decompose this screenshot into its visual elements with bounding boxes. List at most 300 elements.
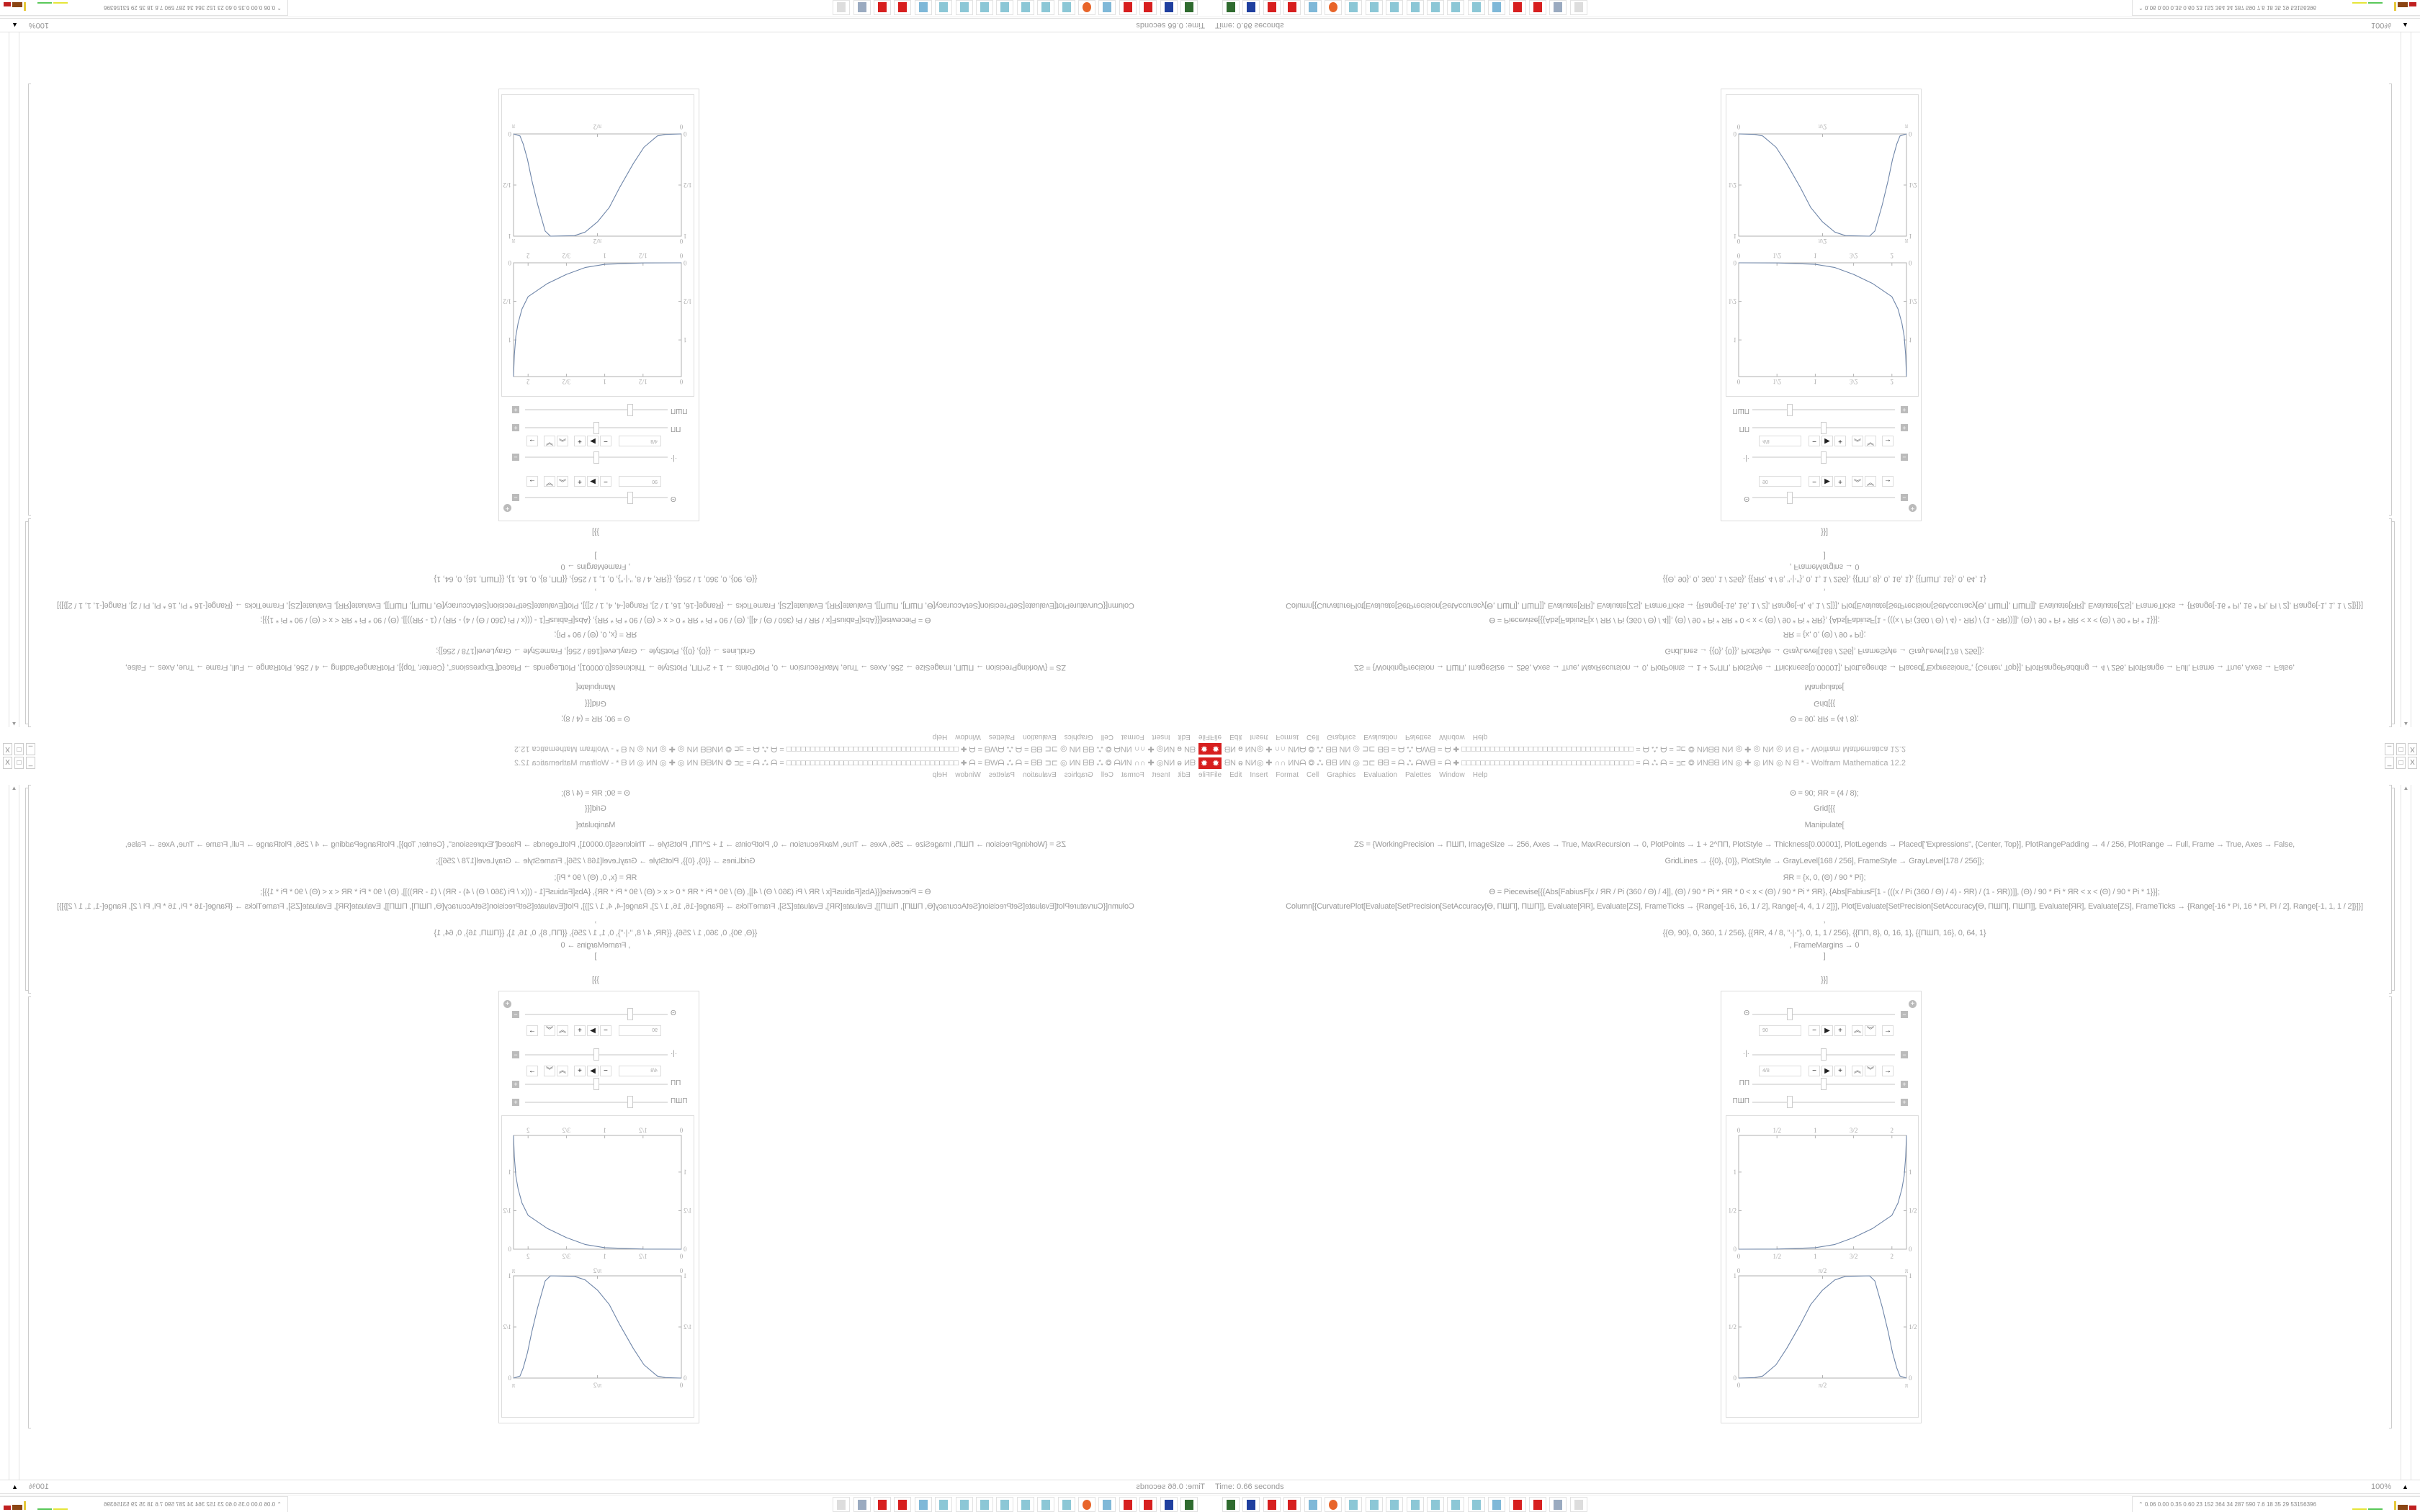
menu-evaluation[interactable]: Evaluation [1363,733,1397,741]
play-button[interactable]: ▶ [1821,436,1833,446]
code-line[interactable]: GridLines → {{0}, {0}}, PlotStyle → GrayLevel[168 / 256], FrameStyle → GrayLevel[178 / 256]}; [436,647,756,655]
collapse-controls-icon[interactable]: − [512,454,519,461]
code-line[interactable]: ZS = {WorkingPrecision → ПШП, ImageSize → 256, Axes → True, MaxRecursion → 0, PlotPoints → 1 + 2^ПП, PlotStyle → Thickness[0.00001], PlotLegends → Placed["Expressions", {Center, Top}], PlotRangePadding → 4 / 256, PlotRange → Full, Frame → True, Axes → False, [1354,663,2295,672]
collapse-controls-icon[interactable]: − [1901,1011,1908,1018]
value-input[interactable]: 4/8 [619,436,661,446]
expand-controls-icon[interactable]: + [512,1099,519,1106]
menu-window[interactable]: Window [955,733,981,741]
slider-thumb[interactable] [628,1008,634,1020]
slider-thumb[interactable] [593,1048,599,1061]
plus-button[interactable]: + [1834,1066,1846,1076]
menu-window[interactable]: Window [1439,733,1465,741]
code-line[interactable]: Grid[{{ [585,699,606,708]
faster-button[interactable]: ︽ [1852,436,1863,446]
taskbar-button[interactable] [1139,1497,1157,1512]
taskbar-button[interactable] [935,1497,952,1512]
taskbar-button[interactable] [1017,0,1034,15]
taskbar-button[interactable] [1263,1497,1281,1512]
taskbar-button[interactable] [1098,1497,1116,1512]
menu-insert[interactable]: Insert [1152,771,1170,779]
plus-button[interactable]: + [1834,476,1846,487]
cell-bracket[interactable] [28,518,31,727]
play-button[interactable]: ▶ [587,436,599,446]
code-line[interactable]: Manipulate[ [575,821,616,829]
cell-bracket-inner[interactable] [25,521,28,724]
code-line[interactable]: Ө = Piecewise[{{Abs[FabiusF[x / ЯR / Pi (360 / Θ) / 4]], (Θ) / 90 * Pi * ЯR * 0 < x < (Θ) / 90 * Pi * ЯR}, {Abs[FabiusF[1 - (((x / Pi (360 / Θ) / 4) - ЯR) / (1 - ЯR))]], (Θ) / 90 * Pi * ЯR < x < (Θ) / 90 * Pi * 1}}]; [1489,888,2160,896]
slider-thumb[interactable] [1821,1048,1827,1061]
code-line[interactable]: }}] [1821,528,1828,536]
maximize-button[interactable]: □ [14,757,24,769]
menu-help[interactable]: Help [1472,733,1488,741]
menu-evaluation[interactable]: Evaluation [1363,771,1397,779]
slider-thumb[interactable] [1821,1078,1827,1090]
code-line[interactable]: }}] [592,976,599,984]
code-line[interactable]: Manipulate[ [575,683,616,691]
taskbar-button[interactable] [996,0,1013,15]
play-button[interactable]: ▶ [587,1066,599,1076]
slider-track[interactable] [525,1102,668,1103]
scroll-up-arrow-icon[interactable]: ▲ [2403,785,2409,791]
code-line[interactable]: , [1823,588,1826,596]
slider-thumb[interactable] [1787,404,1793,416]
value-input[interactable]: 90 [1759,1025,1801,1036]
expand-controls-icon[interactable]: + [512,424,519,431]
add-options-icon[interactable]: + [503,1000,511,1008]
menu-cell[interactable]: Cell [1101,771,1113,779]
taskbar-button[interactable] [1366,0,1383,15]
slider-track[interactable] [525,497,668,498]
code-line[interactable]: ЯR = {x, 0, (Θ) / 90 * Pi}; [554,630,637,639]
collapse-controls-icon[interactable]: − [512,494,519,501]
slider-thumb[interactable] [1787,492,1793,504]
taskbar-button[interactable] [1078,1497,1095,1512]
scroll-up-arrow-icon[interactable]: ▲ [11,721,17,727]
taskbar-button[interactable] [1037,0,1054,15]
value-input[interactable]: 90 [619,476,661,487]
scroll-up-arrow-icon[interactable]: ▲ [2403,721,2409,727]
output-cell-bracket[interactable] [2389,996,2392,1428]
menu-format[interactable]: Format [1276,771,1299,779]
taskbar-button[interactable] [1509,0,1526,15]
taskbar-button[interactable] [1325,1497,1342,1512]
code-line[interactable]: ] [1823,552,1826,560]
code-line[interactable]: ] [594,552,597,560]
code-line[interactable]: , FrameMargins → 0 [1789,941,1860,950]
faster-button[interactable]: ︽ [557,1025,568,1036]
cell-bracket[interactable] [28,785,31,994]
faster-button[interactable]: ︽ [1852,1025,1863,1036]
direction-button[interactable]: → [526,476,538,487]
minus-button[interactable]: − [1809,476,1820,487]
zoom-level[interactable]: 100% [28,21,49,30]
taskbar-button[interactable] [1447,0,1464,15]
zoom-level[interactable]: 100% [2371,1482,2392,1491]
vertical-scrollbar[interactable] [9,32,19,727]
add-options-icon[interactable]: + [1909,1000,1917,1008]
taskbar-button[interactable] [1037,1497,1054,1512]
taskbar-button[interactable] [976,1497,993,1512]
value-input[interactable]: 90 [1759,476,1801,487]
menu-format[interactable]: Format [1121,771,1144,779]
menu-insert[interactable]: Insert [1152,733,1170,741]
minus-button[interactable]: − [1809,436,1820,446]
taskbar-button[interactable] [1529,0,1546,15]
value-input[interactable]: 90 [619,1025,661,1036]
taskbar-button[interactable] [1549,1497,1567,1512]
code-line[interactable]: Grid[{{ [1814,699,1835,708]
taskbar-button[interactable] [1160,1497,1178,1512]
taskbar-button[interactable] [1386,0,1403,15]
menu-format[interactable]: Format [1121,733,1144,741]
direction-button[interactable]: → [526,1025,538,1036]
taskbar-button[interactable] [915,0,932,15]
code-line[interactable]: , FrameMargins → 0 [1789,562,1860,571]
taskbar-button[interactable] [894,0,911,15]
menu-help[interactable]: Help [932,771,948,779]
slider-thumb[interactable] [628,404,634,416]
expand-controls-icon[interactable]: + [512,1081,519,1088]
play-button[interactable]: ▶ [1821,476,1833,487]
code-line[interactable]: ZS = {WorkingPrecision → ПШП, ImageSize → 256, Axes → True, MaxRecursion → 0, PlotPoints → 1 + 2^ПП, PlotStyle → Thickness[0.00001], PlotLegends → Placed["Expressions", {Center, Top}], PlotRangePadding → 4 / 256, PlotRange → Full, Frame → True, Axes → False, [125,840,1066,849]
slider-track[interactable] [1752,427,1895,428]
maximize-button[interactable]: □ [2396,757,2406,769]
collapse-controls-icon[interactable]: − [1901,454,1908,461]
slider-thumb[interactable] [593,451,599,464]
direction-button[interactable]: → [1882,1025,1894,1036]
taskbar-button[interactable] [1488,1497,1505,1512]
code-line[interactable]: ЯR = {x, 0, (Θ) / 90 * Pi}; [554,873,637,882]
slider-thumb[interactable] [1821,422,1827,434]
taskbar-button[interactable] [1427,1497,1444,1512]
taskbar-button[interactable] [915,1497,932,1512]
taskbar-button[interactable] [853,1497,871,1512]
taskbar-button[interactable] [1058,0,1075,15]
minimize-button[interactable]: _ [2385,743,2394,755]
menu-graphics[interactable]: Graphics [1327,733,1356,741]
output-cell-bracket[interactable] [28,996,31,1428]
slower-button[interactable]: ︾ [1865,1066,1876,1076]
menu-help[interactable]: Help [932,733,948,741]
faster-button[interactable]: ︽ [557,1066,568,1076]
expand-controls-icon[interactable]: + [512,406,519,413]
taskbar-button[interactable] [1119,0,1137,15]
taskbar-button[interactable] [874,1497,891,1512]
zoom-menu-arrow-icon[interactable]: ▲ [12,1483,18,1490]
code-line[interactable]: , [594,588,597,596]
code-line[interactable]: GridLines → {{0}, {0}}, PlotStyle → GrayLevel[168 / 256], FrameStyle → GrayLevel[178 / 256]}; [1664,857,1984,865]
faster-button[interactable]: ︽ [557,436,568,446]
taskbar-button[interactable] [1325,0,1342,15]
menu-edit[interactable]: Edit [1178,771,1191,779]
expand-controls-icon[interactable]: + [1901,406,1908,413]
slider-track[interactable] [525,427,668,428]
slower-button[interactable]: ︾ [1865,476,1876,487]
code-line[interactable]: }}] [592,528,599,536]
taskbar-button[interactable] [956,1497,973,1512]
code-line[interactable]: GridLines → {{0}, {0}}, PlotStyle → GrayLevel[168 / 256], FrameStyle → GrayLevel[178 / 256]}; [1664,647,1984,655]
menu-palettes[interactable]: Palettes [988,733,1015,741]
expand-controls-icon[interactable]: + [1901,424,1908,431]
zoom-menu-arrow-icon[interactable]: ▲ [2402,22,2408,29]
taskbar-button[interactable] [976,0,993,15]
play-button[interactable]: ▶ [1821,1025,1833,1036]
menu-edit[interactable]: Edit [1229,733,1242,741]
slower-button[interactable]: ︾ [1865,1025,1876,1036]
menu-graphics[interactable]: Graphics [1327,771,1356,779]
close-button[interactable]: X [2408,743,2417,755]
vertical-scrollbar[interactable] [2401,785,2411,1480]
taskbar-button[interactable] [1570,0,1587,15]
close-button[interactable]: X [3,743,12,755]
minus-button[interactable]: − [600,1066,611,1076]
value-input[interactable]: 4/8 [1759,1066,1801,1076]
expand-controls-icon[interactable]: + [1901,1081,1908,1088]
taskbar-button[interactable] [1242,0,1260,15]
menu-format[interactable]: Format [1276,733,1299,741]
plus-button[interactable]: + [1834,436,1846,446]
maximize-button[interactable]: □ [2396,743,2406,755]
plus-button[interactable]: + [574,436,586,446]
vertical-scrollbar[interactable] [2401,32,2411,727]
plus-button[interactable]: + [574,1025,586,1036]
slider-track[interactable] [1752,1084,1895,1085]
code-line[interactable]: }}] [1821,976,1828,984]
code-line[interactable]: ZS = {WorkingPrecision → ПШП, ImageSize → 256, Axes → True, MaxRecursion → 0, PlotPoints → 1 + 2^ПП, PlotStyle → Thickness[0.00001], PlotLegends → Placed["Expressions", {Center, Top}], PlotRangePadding → 4 / 256, PlotRange → Full, Frame → True, Axes → False, [1354,840,2295,849]
play-button[interactable]: ▶ [587,1025,599,1036]
slider-track[interactable] [525,1054,668,1056]
slider-track[interactable] [1752,1054,1895,1056]
code-line[interactable]: Ө = Piecewise[{{Abs[FabiusF[x / ЯR / Pi (360 / Θ) / 4]], (Θ) / 90 * Pi * ЯR * 0 < x < (Θ) / 90 * Pi * ЯR}, {Abs[FabiusF[1 - (((x / Pi (360 / Θ) / 4) - ЯR) / (1 - ЯR))]], (Θ) / 90 * Pi * ЯR < x < (Θ) / 90 * Pi * 1}}]; [260,616,931,624]
scroll-up-arrow-icon[interactable]: ▲ [11,785,17,791]
taskbar-button[interactable] [1139,0,1157,15]
code-line[interactable]: ] [1823,952,1826,960]
menu-cell[interactable]: Cell [1307,771,1319,779]
expand-controls-icon[interactable]: + [1901,1099,1908,1106]
menu-file[interactable]: File [1198,771,1210,779]
taskbar-button[interactable] [1098,0,1116,15]
menu-cell[interactable]: Cell [1101,733,1113,741]
menu-graphics[interactable]: Graphics [1064,771,1093,779]
slower-button[interactable]: ︾ [1865,436,1876,446]
code-line[interactable]: Column[{CurvaturePlot[Evaluate[SetPrecision[SetAccuracy[Ө, ПШП], ПШП]], Evaluate[ЯR], Evaluate[ZS], FrameTicks → {Range[-16, 16, 1 / 2], Range[-4, 4, 1 / 2]}], Plot[Evaluate[SetPrecision[SetAccuracy[Ө, ПШП], ПШП]], Evaluate[ЯR], Evaluate[ZS], FrameTicks → {Range[-16 * Pi, 16 * Pi, Pi / 2], Range[-1, 1, 1 / 2]}]}] [57,601,1134,610]
faster-button[interactable]: ︽ [557,476,568,487]
minimize-button[interactable]: _ [2385,757,2394,769]
menu-palettes[interactable]: Palettes [988,771,1015,779]
taskbar-button[interactable] [1345,1497,1362,1512]
taskbar-button[interactable] [1180,0,1198,15]
collapse-controls-icon[interactable]: − [1901,1051,1908,1058]
close-button[interactable]: X [3,757,12,769]
code-line[interactable]: ЯR = {x, 0, (Θ) / 90 * Pi}; [1783,873,1866,882]
taskbar-button[interactable] [1570,1497,1587,1512]
menu-edit[interactable]: Edit [1178,733,1191,741]
taskbar-button[interactable] [1488,0,1505,15]
taskbar-button[interactable] [1509,1497,1526,1512]
slider-track[interactable] [525,456,668,458]
close-button[interactable]: X [2408,757,2417,769]
taskbar-button[interactable] [1407,1497,1424,1512]
menu-file[interactable]: File [1210,771,1222,779]
code-line[interactable]: , FrameMargins → 0 [560,941,631,950]
minus-button[interactable]: − [600,1025,611,1036]
taskbar-button[interactable] [1263,0,1281,15]
slider-thumb[interactable] [1821,451,1827,464]
play-button[interactable]: ▶ [587,476,599,487]
menu-palettes[interactable]: Palettes [1405,733,1432,741]
add-options-icon[interactable]: + [503,504,511,512]
minus-button[interactable]: − [600,436,611,446]
taskbar-button[interactable] [996,1497,1013,1512]
taskbar-button[interactable] [956,0,973,15]
taskbar-button[interactable] [1304,0,1322,15]
minus-button[interactable]: − [1809,1025,1820,1036]
slider-track[interactable] [1752,456,1895,458]
taskbar-button[interactable] [874,0,891,15]
code-line[interactable]: Manipulate[ [1804,683,1845,691]
slider-thumb[interactable] [593,422,599,434]
taskbar-button[interactable] [894,1497,911,1512]
code-line[interactable]: {{Θ, 90}, 0, 360, 1 / 256}, {{ЯR, 4 / 8, "·|·"}, 0, 1, 1 / 256}, {{ПП, 8}, 0, 16, 1}, {{ПШП, 16}, 0, 64, 1} [1662,575,1986,583]
taskbar-button[interactable] [1180,1497,1198,1512]
code-line[interactable]: {{Θ, 90}, 0, 360, 1 / 256}, {{ЯR, 4 / 8, "·|·"}, 0, 1, 1 / 256}, {{ПП, 8}, 0, 16, 1}, {{ПШП, 16}, 0, 64, 1} [434,575,758,583]
minus-button[interactable]: − [1809,1066,1820,1076]
menu-window[interactable]: Window [955,771,981,779]
code-line[interactable]: Manipulate[ [1804,821,1845,829]
output-cell-bracket[interactable] [28,84,31,516]
taskbar-button[interactable] [1468,0,1485,15]
slower-button[interactable]: ︾ [544,476,555,487]
menu-file[interactable]: File [1198,733,1210,741]
faster-button[interactable]: ︽ [1852,1066,1863,1076]
vertical-scrollbar[interactable] [9,785,19,1480]
slower-button[interactable]: ︾ [544,1066,555,1076]
code-line[interactable]: Θ = 90; ЯR = (4 / 8); [1790,789,1859,798]
slider-thumb[interactable] [1787,1096,1793,1108]
slider-track[interactable] [1752,1014,1895,1015]
taskbar-button[interactable] [1549,0,1567,15]
cell-bracket-inner[interactable] [25,788,28,991]
slider-track[interactable] [1752,409,1895,410]
menu-window[interactable]: Window [1439,771,1465,779]
direction-button[interactable]: → [1882,436,1894,446]
taskbar-button[interactable] [1058,1497,1075,1512]
code-line[interactable]: Θ = 90; ЯR = (4 / 8); [1790,714,1859,723]
taskbar-button[interactable] [1427,0,1444,15]
taskbar-button[interactable] [1017,1497,1034,1512]
slider-track[interactable] [525,1014,668,1015]
taskbar-button[interactable] [1468,1497,1485,1512]
taskbar-button[interactable] [1366,1497,1383,1512]
slider-thumb[interactable] [628,492,634,504]
slider-thumb[interactable] [1787,1008,1793,1020]
plus-button[interactable]: + [574,476,586,487]
maximize-button[interactable]: □ [14,743,24,755]
menu-graphics[interactable]: Graphics [1064,733,1093,741]
value-input[interactable]: 4/8 [619,1066,661,1076]
collapse-controls-icon[interactable]: − [1901,494,1908,501]
code-line[interactable]: {{Θ, 90}, 0, 360, 1 / 256}, {{ЯR, 4 / 8, "·|·"}, 0, 1, 1 / 256}, {{ПП, 8}, 0, 16, 1}, {{ПШП, 16}, 0, 64, 1} [434,929,758,937]
slider-track[interactable] [525,409,668,410]
menu-help[interactable]: Help [1472,771,1488,779]
code-line[interactable]: Column[{CurvaturePlot[Evaluate[SetPrecision[SetAccuracy[Ө, ПШП], ПШП]], Evaluate[ЯR], Evaluate[ZS], FrameTicks → {Range[-16, 16, 1 / 2], Range[-4, 4, 1 / 2]}], Plot[Evaluate[SetPrecision[SetAccuracy[Ө, ПШП], ПШП]], Evaluate[ЯR], Evaluate[ZS], FrameTicks → {Range[-16 * Pi, 16 * Pi, Pi / 2], Range[-1, 1, 1 / 2]}]}] [1286,601,2363,610]
code-line[interactable]: Column[{CurvaturePlot[Evaluate[SetPrecision[SetAccuracy[Ө, ПШП], ПШП]], Evaluate[ЯR], Evaluate[ZS], FrameTicks → {Range[-16, 16, 1 / 2], Range[-4, 4, 1 / 2]}], Plot[Evaluate[SetPrecision[SetAccuracy[Ө, ПШП], ПШП]], Evaluate[ЯR], Evaluate[ZS], FrameTicks → {Range[-16 * Pi, 16 * Pi, Pi / 2], Range[-1, 1, 1 / 2]}]}] [1286,902,2363,911]
menu-insert[interactable]: Insert [1250,733,1268,741]
menu-palettes[interactable]: Palettes [1405,771,1432,779]
minimize-button[interactable]: _ [26,757,35,769]
taskbar-button[interactable] [1386,1497,1403,1512]
minus-button[interactable]: − [600,476,611,487]
minimize-button[interactable]: _ [26,743,35,755]
taskbar-button[interactable] [1529,1497,1546,1512]
menu-edit[interactable]: Edit [1229,771,1242,779]
plus-button[interactable]: + [1834,1025,1846,1036]
output-cell-bracket[interactable] [2389,84,2392,516]
code-line[interactable]: , [1823,916,1826,924]
zoom-level[interactable]: 100% [28,1482,49,1491]
zoom-menu-arrow-icon[interactable]: ▲ [2402,1483,2408,1490]
slider-track[interactable] [1752,497,1895,498]
code-line[interactable]: ] [594,952,597,960]
code-line[interactable]: Ө = Piecewise[{{Abs[FabiusF[x / ЯR / Pi (360 / Θ) / 4]], (Θ) / 90 * Pi * ЯR * 0 < x < (Θ) / 90 * Pi * ЯR}, {Abs[FabiusF[1 - (((x / Pi (360 / Θ) / 4) - ЯR) / (1 - ЯR))]], (Θ) / 90 * Pi * ЯR < x < (Θ) / 90 * Pi * 1}}]; [260,888,931,896]
code-line[interactable]: Θ = 90; ЯR = (4 / 8); [561,714,630,723]
code-line[interactable]: ЯR = {x, 0, (Θ) / 90 * Pi}; [1783,630,1866,639]
taskbar-button[interactable] [1345,0,1362,15]
zoom-menu-arrow-icon[interactable]: ▲ [12,22,18,29]
direction-button[interactable]: → [1882,1066,1894,1076]
menu-evaluation[interactable]: Evaluation [1023,733,1057,741]
code-line[interactable]: ZS = {WorkingPrecision → ПШП, ImageSize → 256, Axes → True, MaxRecursion → 0, PlotPoints → 1 + 2^ПП, PlotStyle → Thickness[0.00001], PlotLegends → Placed["Expressions", {Center, Top}], PlotRangePadding → 4 / 256, PlotRange → Full, Frame → True, Axes → False, [125,663,1066,672]
code-line[interactable]: {{Θ, 90}, 0, 360, 1 / 256}, {{ЯR, 4 / 8, "·|·"}, 0, 1, 1 / 256}, {{ПП, 8}, 0, 16, 1}, {{ПШП, 16}, 0, 64, 1} [1662,929,1986,937]
faster-button[interactable]: ︽ [1852,476,1863,487]
direction-button[interactable]: → [526,436,538,446]
slider-track[interactable] [1752,1102,1895,1103]
code-line[interactable]: , [594,916,597,924]
taskbar-button[interactable] [1078,0,1095,15]
cell-bracket-inner[interactable] [2392,521,2395,724]
menu-file[interactable]: File [1210,733,1222,741]
taskbar-button[interactable] [1242,1497,1260,1512]
code-line[interactable]: GridLines → {{0}, {0}}, PlotStyle → GrayLevel[168 / 256], FrameStyle → GrayLevel[178 / 256]}; [436,857,756,865]
slower-button[interactable]: ︾ [544,1025,555,1036]
menu-cell[interactable]: Cell [1307,733,1319,741]
direction-button[interactable]: → [526,1066,538,1076]
slider-thumb[interactable] [628,1096,634,1108]
taskbar-button[interactable] [1222,1497,1240,1512]
code-line[interactable]: Ө = Piecewise[{{Abs[FabiusF[x / ЯR / Pi (360 / Θ) / 4]], (Θ) / 90 * Pi * ЯR * 0 < x < (Θ) / 90 * Pi * ЯR}, {Abs[FabiusF[1 - (((x / Pi (360 / Θ) / 4) - ЯR) / (1 - ЯR))]], (Θ) / 90 * Pi * ЯR < x < (Θ) / 90 * Pi * 1}}]; [1489,616,2160,624]
slider-track[interactable] [525,1084,668,1085]
taskbar-button[interactable] [833,0,850,15]
taskbar-button[interactable] [853,0,871,15]
taskbar-button[interactable] [1283,1497,1301,1512]
plus-button[interactable]: + [574,1066,586,1076]
taskbar-button[interactable] [1160,0,1178,15]
taskbar-button[interactable] [935,0,952,15]
taskbar-button[interactable] [1407,0,1424,15]
menu-evaluation[interactable]: Evaluation [1023,771,1057,779]
code-line[interactable]: Column[{CurvaturePlot[Evaluate[SetPrecision[SetAccuracy[Ө, ПШП], ПШП]], Evaluate[ЯR], Evaluate[ZS], FrameTicks → {Range[-16, 16, 1 / 2], Range[-4, 4, 1 / 2]}], Plot[Evaluate[SetPrecision[SetAccuracy[Ө, ПШП], ПШП]], Evaluate[ЯR], Evaluate[ZS], FrameTicks → {Range[-16 * Pi, 16 * Pi, Pi / 2], Range[-1, 1, 1 / 2]}]}] [57,902,1134,911]
zoom-level[interactable]: 100% [2371,21,2392,30]
collapse-controls-icon[interactable]: − [512,1011,519,1018]
collapse-controls-icon[interactable]: − [512,1051,519,1058]
play-button[interactable]: ▶ [1821,1066,1833,1076]
taskbar-button[interactable] [1447,1497,1464,1512]
code-line[interactable]: Grid[{{ [585,804,606,813]
taskbar-button[interactable] [1304,1497,1322,1512]
taskbar-button[interactable] [1283,0,1301,15]
taskbar-button[interactable] [1119,1497,1137,1512]
taskbar-button[interactable] [1222,0,1240,15]
taskbar-button[interactable] [833,1497,850,1512]
